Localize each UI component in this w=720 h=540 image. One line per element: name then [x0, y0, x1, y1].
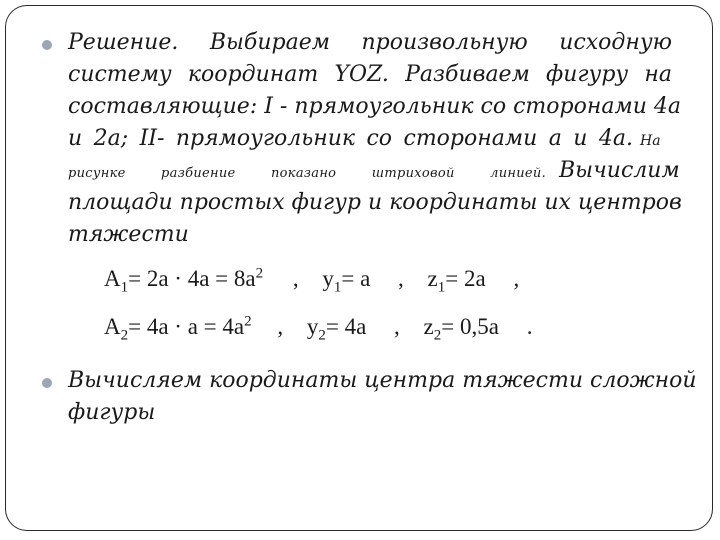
formula-y: $y_2= 4a$: [306, 314, 367, 344]
paragraph-line-part: и 2а; II- прямоугольник со сторонами а и 4а.: [68, 126, 633, 151]
formula-y: $y_1= a$: [322, 266, 371, 296]
formula-sep: ,: [394, 314, 400, 339]
formula-z: $z_2= 0,5a$: [423, 314, 499, 344]
paragraph-line: [68, 126, 672, 151]
paragraph-line: фигуры: [68, 400, 156, 425]
bullet-marker: [42, 40, 52, 50]
formula-area: $A_2= 4a \cdot a = 4a^2$: [104, 313, 252, 344]
formula-z: $z_1= 2a$: [427, 266, 486, 296]
formula-sep: ,: [513, 266, 520, 291]
paragraph-line-small: рисунке разбиение показано штриховой линией.: [68, 166, 546, 181]
formula-sep: ,: [277, 314, 284, 339]
formula-row-2: [104, 313, 533, 344]
paragraph-line-part: На: [640, 133, 661, 149]
paragraph-line: [68, 158, 678, 183]
formula-sep: ,: [398, 266, 404, 291]
paragraph-line: Вычисляем координаты центра тяжести сложной: [68, 368, 697, 393]
formula-area: $A_1= 2a \cdot 4a = 8a^2$: [104, 265, 264, 296]
paragraph-line: тяжести: [68, 222, 189, 247]
paragraph-line: систему координат YOZ. Разбиваем фигуру на: [68, 62, 672, 87]
formula-row-1: [104, 265, 520, 296]
paragraph-line: Решение. Выбираем произвольную исходную: [68, 30, 672, 55]
formula-sep: .: [526, 314, 533, 339]
paragraph-line-part: Вычислим: [559, 158, 680, 183]
paragraph-line: площади простых фигур и координаты их центров: [68, 190, 682, 215]
formula-sep: ,: [292, 266, 299, 291]
bullet-marker: [42, 378, 52, 388]
paragraph-line: составляющие: I - прямоугольник со сторонами 4а: [68, 94, 681, 119]
